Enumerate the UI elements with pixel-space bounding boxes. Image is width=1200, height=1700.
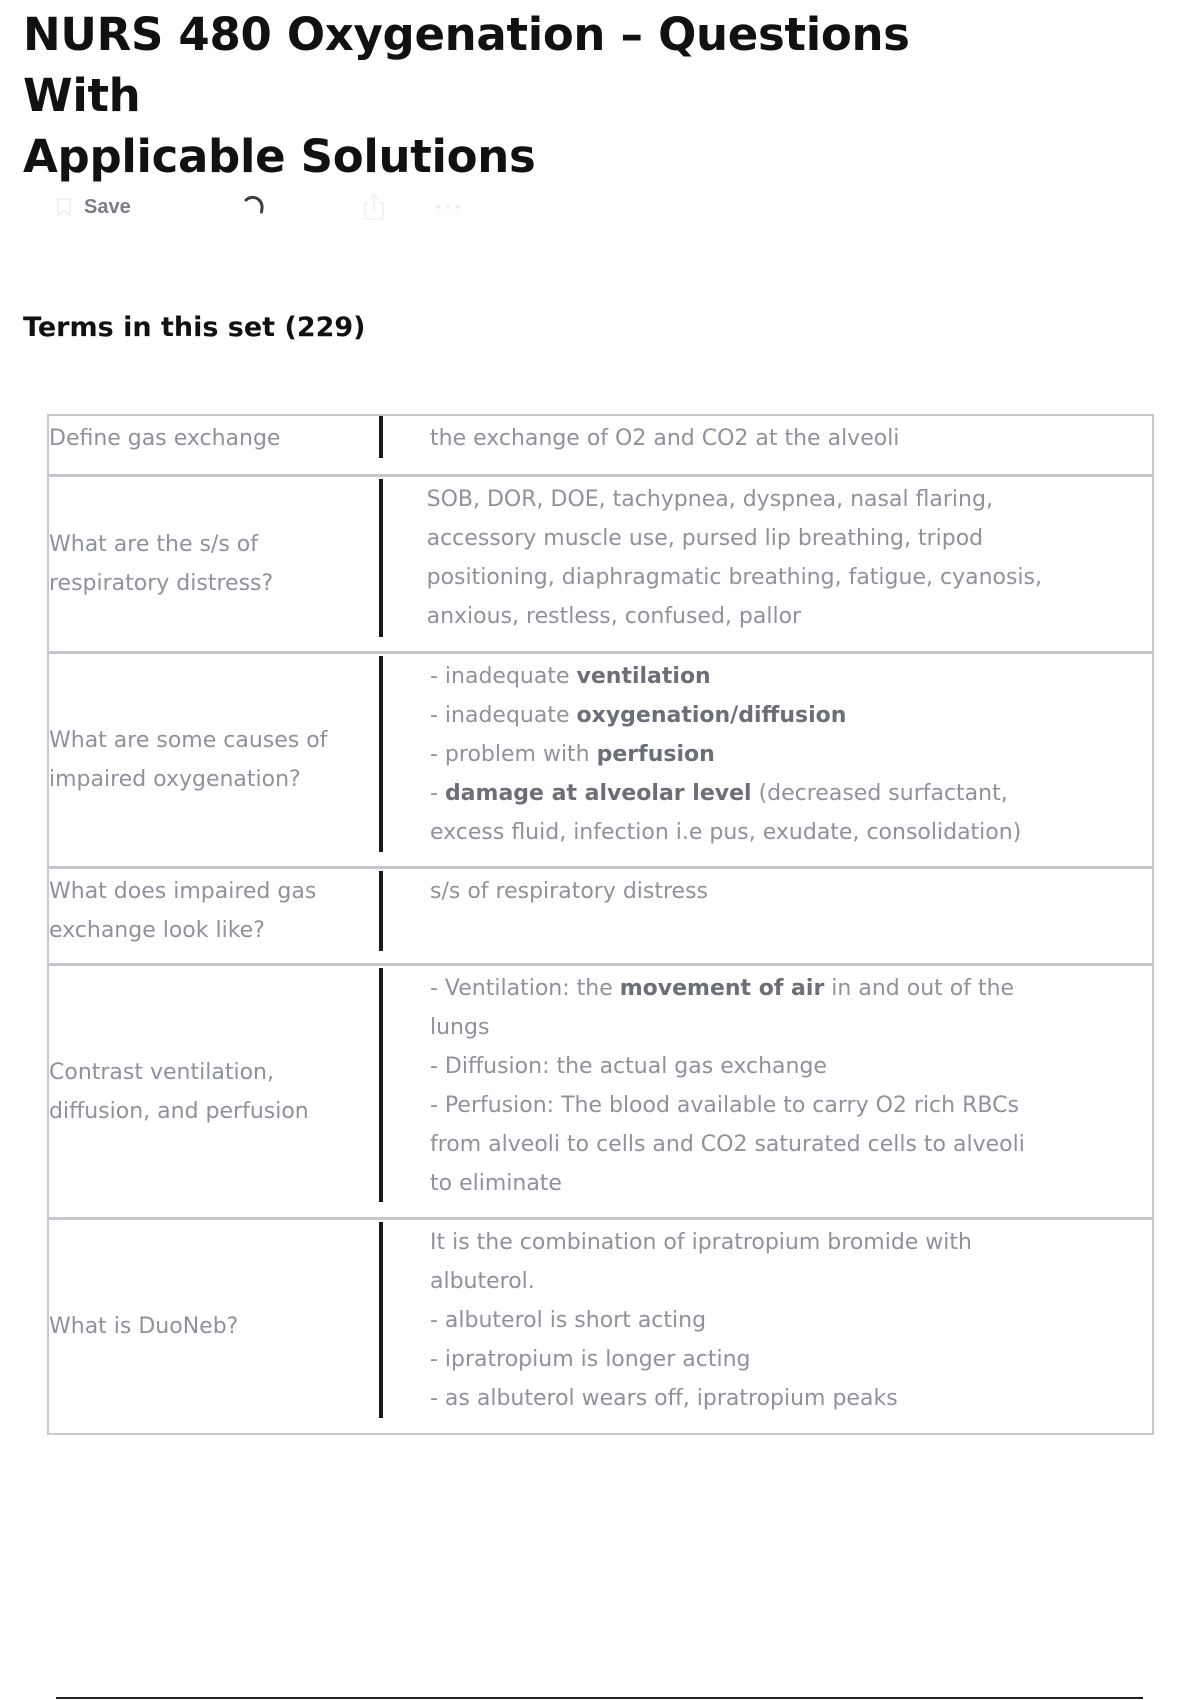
definition-text: the exchange of O2 and CO2 at the alveoli: [430, 426, 900, 451]
definition-line: - as albuterol wears off, ipratropium peaks: [430, 1386, 898, 1411]
page-title: [23, 4, 1023, 187]
share-button[interactable]: [361, 190, 387, 224]
term-cell: [49, 654, 380, 866]
definition-line: - inadequate oxygenation/diffusion: [430, 703, 847, 728]
definition-line: - damage at alveolar level (decreased surfactant,: [430, 781, 1008, 806]
term-line: What does impaired gas: [49, 879, 317, 904]
table-row: [49, 966, 1152, 1220]
definition-text: s/s of respiratory distress: [430, 879, 709, 904]
definition-line: from alveoli to cells and CO2 saturated cells to alveoli: [430, 1132, 1025, 1157]
term-cell: [49, 1220, 380, 1433]
definition-line: albuterol.: [430, 1269, 535, 1294]
definition-cell: [380, 654, 1152, 866]
table-row: [49, 869, 1152, 966]
table-row: [49, 654, 1152, 869]
bookmark-icon: [56, 198, 72, 217]
definition-cell: [380, 1220, 1152, 1433]
term-line: exchange look like?: [49, 918, 265, 943]
term-line: Contrast ventilation,: [49, 1059, 274, 1085]
definition-cell: [380, 869, 1152, 963]
definition-cell: [380, 416, 1152, 474]
definition-cell: [377, 477, 1152, 651]
definition-line: - problem with perfusion: [430, 742, 715, 767]
term-cell: [49, 966, 380, 1217]
table-row: [49, 1220, 1152, 1433]
terms-count-heading: Terms in this set (229): [23, 312, 366, 343]
term-cell: [49, 477, 377, 651]
more-options-icon: [433, 202, 463, 212]
share-icon: [361, 192, 387, 222]
definition-line: anxious, restless, confused, pallor: [426, 604, 802, 629]
term-line: What are the s/s of: [49, 532, 258, 557]
definition-line: positioning, diaphragmatic breathing, fatigue, cyanosis,: [426, 565, 1042, 590]
definition-line: - ipratropium is longer acting: [430, 1347, 751, 1372]
loading-spinner: [240, 190, 268, 224]
term-line: diffusion, and perfusion: [49, 1098, 309, 1124]
definition-line: - Ventilation: the movement of air in and out of the: [430, 976, 1015, 1001]
definition-line: - Perfusion: The blood available to carry O2 rich RBCs: [430, 1093, 1019, 1118]
definition-line: lungs: [430, 1015, 490, 1040]
loading-spinner-icon: [240, 193, 268, 221]
column-divider: [379, 416, 383, 458]
term-line: What are some causes of: [49, 728, 328, 753]
definition-line: to eliminate: [430, 1171, 562, 1196]
definition-line: - albuterol is short acting: [430, 1308, 707, 1333]
column-divider: [379, 479, 383, 637]
term-cell: [49, 416, 380, 474]
more-options-button[interactable]: [433, 190, 463, 224]
term-text: Define gas exchange: [49, 426, 281, 451]
column-divider: [379, 656, 383, 852]
definition-line: SOB, DOR, DOE, tachypnea, dyspnea, nasal flaring,: [426, 487, 993, 512]
table-row: [49, 477, 1152, 654]
term-line: impaired oxygenation?: [49, 767, 301, 792]
page-title-line-1: NURS 480 Oxygenation – Questions With: [23, 8, 910, 122]
save-button[interactable]: [56, 190, 131, 224]
terms-table: [47, 414, 1154, 1435]
footer-divider: [56, 1697, 1143, 1699]
save-button-label: Save: [84, 195, 131, 218]
column-divider: [379, 968, 383, 1202]
definition-line: - Diffusion: the actual gas exchange: [430, 1054, 827, 1079]
term-text: What is DuoNeb?: [49, 1314, 239, 1339]
term-line: respiratory distress?: [49, 571, 274, 596]
column-divider: [379, 871, 383, 951]
table-row: [49, 416, 1152, 477]
set-toolbar: [50, 190, 510, 224]
column-divider: [379, 1222, 383, 1418]
term-cell: [49, 869, 380, 963]
definition-line: excess fluid, infection i.e pus, exudate, consolidation): [430, 820, 1022, 845]
definition-cell: [380, 966, 1152, 1217]
definition-line: accessory muscle use, pursed lip breathing, tripod: [426, 526, 984, 551]
definition-line: It is the combination of ipratropium bromide with: [430, 1230, 972, 1255]
definition-line: - inadequate ventilation: [430, 664, 711, 689]
page-title-line-2: Applicable Solutions: [23, 130, 536, 183]
